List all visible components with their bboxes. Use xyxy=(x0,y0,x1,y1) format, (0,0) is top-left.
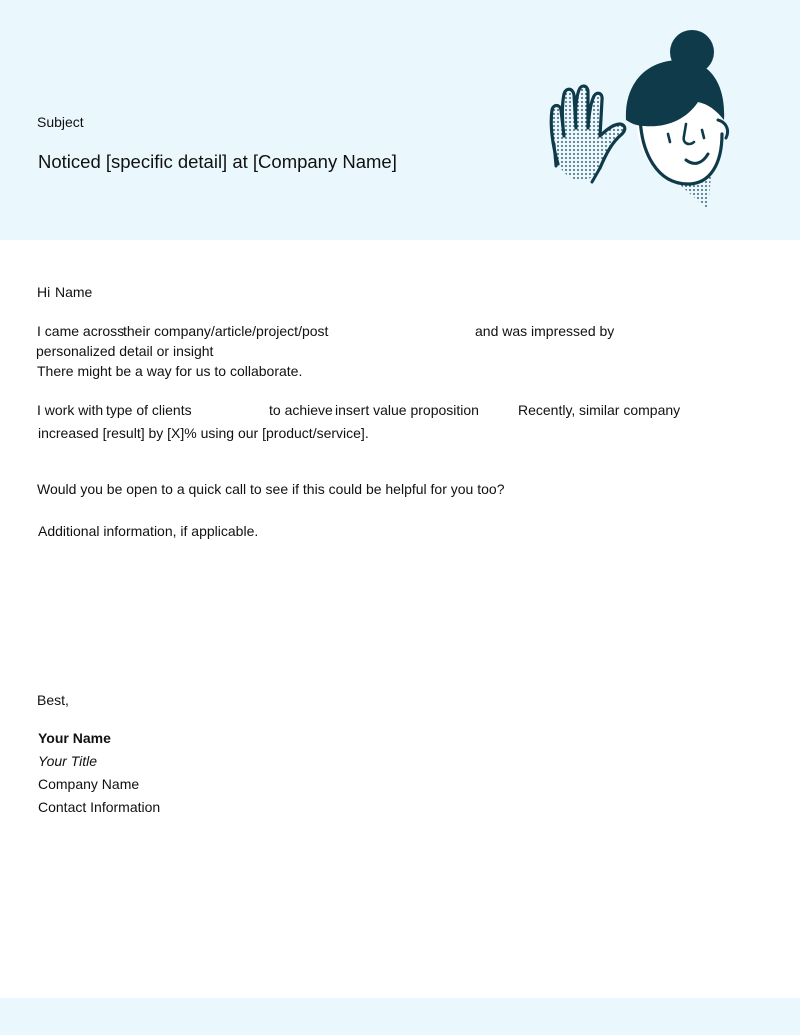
paragraph1-impressed: and was impressed by xyxy=(475,323,615,339)
paragraph2-intro: I work with xyxy=(37,402,104,418)
placeholder-detail: personalized detail or insight xyxy=(36,343,214,359)
signature-name: Your Name xyxy=(38,730,111,746)
placeholder-topic: their company/article/project/post xyxy=(123,323,329,339)
placeholder-clients: type of clients xyxy=(106,402,192,418)
greeting-hi: Hi xyxy=(37,284,51,300)
paragraph3-call-request: Would you be open to a quick call to see if this could be helpful for you too? xyxy=(37,481,505,497)
placeholder-company: similar company xyxy=(579,402,681,418)
signature-company: Company Name xyxy=(38,776,140,792)
paragraph2-to-achieve: to achieve xyxy=(269,402,333,418)
signature-contact: Contact Information xyxy=(38,799,161,815)
waving-hand-icon xyxy=(551,86,625,182)
paragraph4-additional-info: Additional information, if applicable. xyxy=(38,523,259,539)
paragraph2-result: increased [result] by [X]% using our [product/service]. xyxy=(38,425,369,441)
subject-label: Subject xyxy=(37,114,84,130)
paragraph1-intro: I came across xyxy=(37,323,125,339)
footer-band xyxy=(0,998,800,1035)
subject-line: Noticed [specific detail] at [Company Name] xyxy=(38,151,397,172)
signature-title: Your Title xyxy=(38,753,98,769)
closing: Best, xyxy=(37,692,69,708)
greeting-name: Name xyxy=(55,284,93,300)
paragraph1-collaborate: There might be a way for us to collaborate. xyxy=(37,363,303,379)
waving-woman-illustration xyxy=(540,24,740,220)
woman-face-icon xyxy=(626,30,728,184)
paragraph2-recently: Recently, xyxy=(518,402,576,418)
placeholder-value: insert value proposition xyxy=(335,402,479,418)
